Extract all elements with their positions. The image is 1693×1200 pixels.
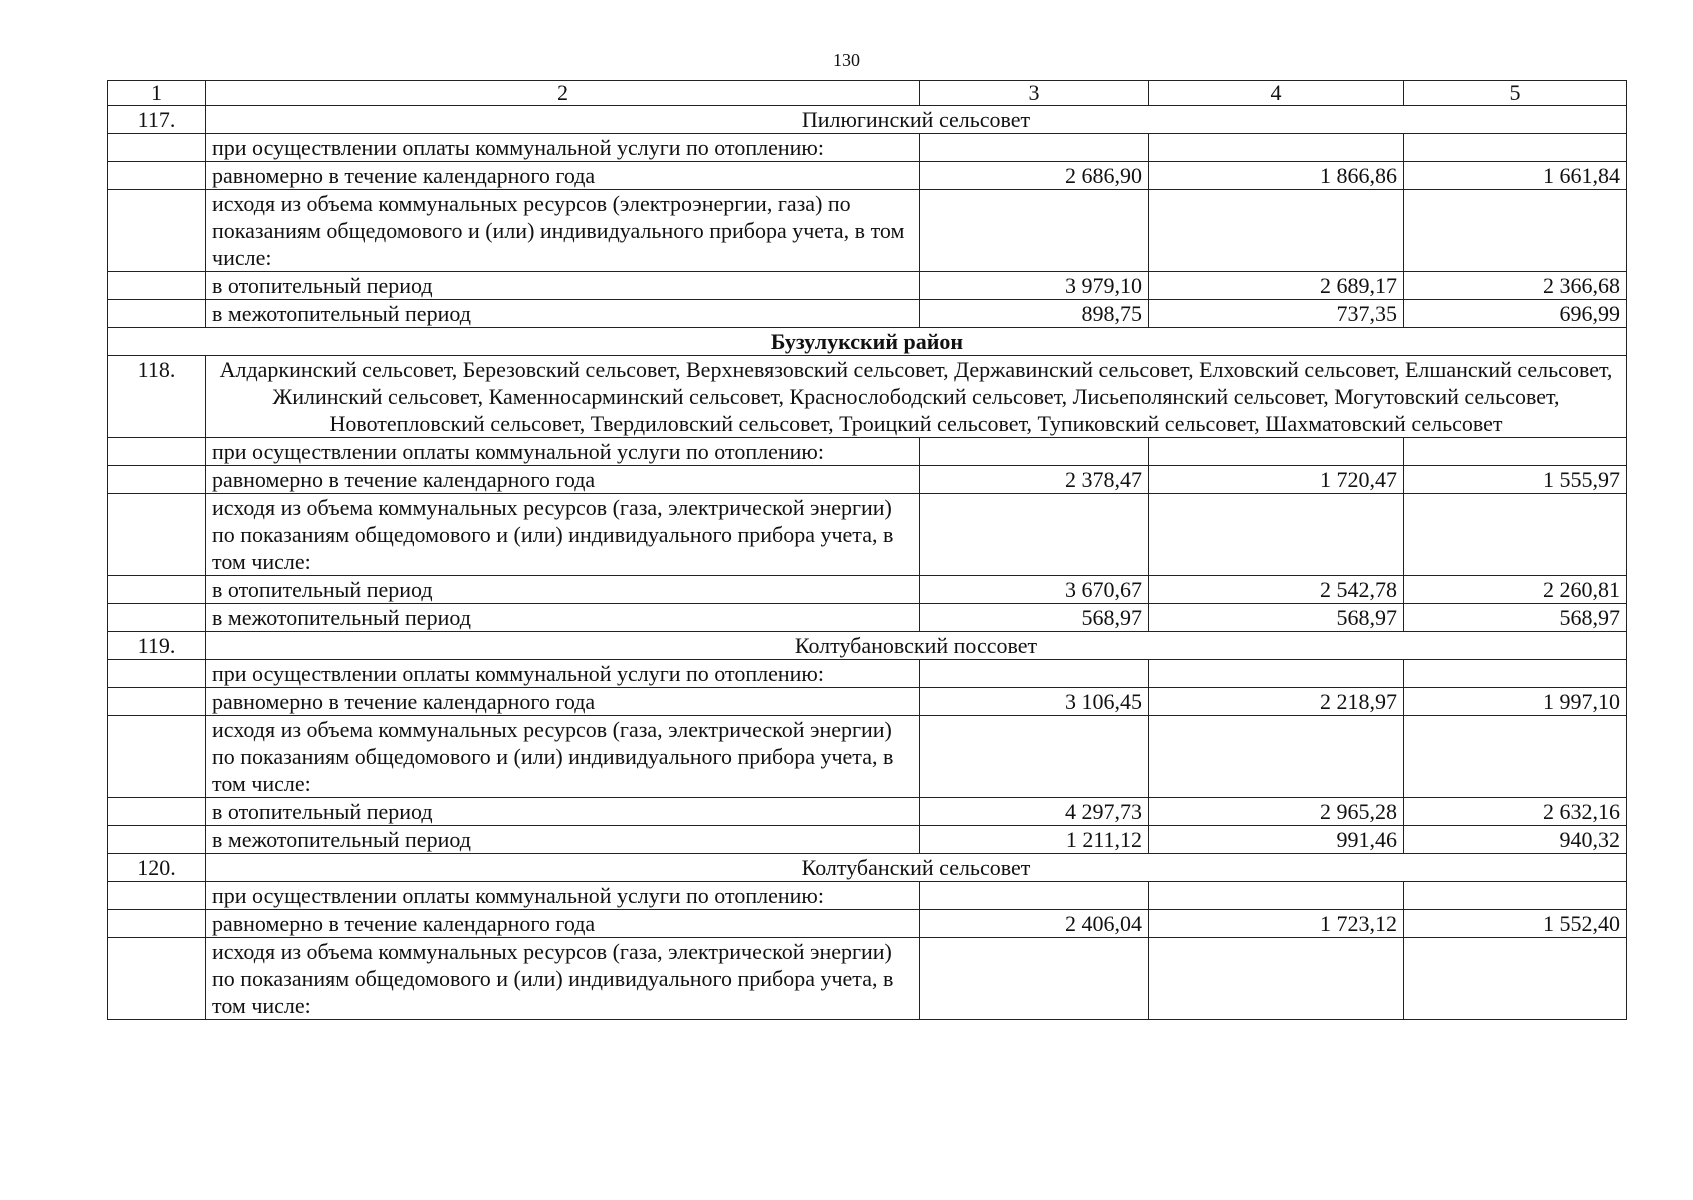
value-col-3: 568,97 xyxy=(920,604,1149,632)
table-row xyxy=(108,300,1627,328)
row-number-cell xyxy=(108,938,206,1020)
value-col-5: 568,97 xyxy=(1404,604,1627,632)
value-col-4: 1 720,47 xyxy=(1149,466,1404,494)
value-col-5 xyxy=(1404,716,1627,798)
section-number: 120. xyxy=(108,854,206,882)
value-col-5 xyxy=(1404,660,1627,688)
value-col-3: 898,75 xyxy=(920,300,1149,328)
row-description: исходя из объема коммунальных ресурсов (газа, электрической энергии) по показаниям общедомового и (или) индивидуального прибора учета, в том числе: xyxy=(206,938,920,1020)
district-row xyxy=(108,328,1627,356)
value-col-4 xyxy=(1149,938,1404,1020)
row-number-cell xyxy=(108,190,206,272)
value-col-3 xyxy=(920,938,1149,1020)
value-col-4 xyxy=(1149,494,1404,576)
value-col-4: 737,35 xyxy=(1149,300,1404,328)
value-col-5 xyxy=(1404,494,1627,576)
table-row xyxy=(108,190,1627,272)
row-description: равномерно в течение календарного года xyxy=(206,688,920,716)
column-header: 4 xyxy=(1149,81,1404,106)
row-description: равномерно в течение календарного года xyxy=(206,910,920,938)
table-row xyxy=(108,134,1627,162)
value-col-3 xyxy=(920,438,1149,466)
value-col-4: 2 218,97 xyxy=(1149,688,1404,716)
row-number-cell xyxy=(108,798,206,826)
value-col-5 xyxy=(1404,190,1627,272)
row-description: в отопительный период xyxy=(206,798,920,826)
row-description: в межотопительный период xyxy=(206,300,920,328)
row-description: при осуществлении оплаты коммунальной услуги по отоплению: xyxy=(206,134,920,162)
value-col-5: 2 366,68 xyxy=(1404,272,1627,300)
row-description: в отопительный период xyxy=(206,576,920,604)
section-title-row xyxy=(108,356,1627,438)
value-col-3 xyxy=(920,190,1149,272)
table-row xyxy=(108,438,1627,466)
value-col-4: 1 866,86 xyxy=(1149,162,1404,190)
column-header: 5 xyxy=(1404,81,1627,106)
value-col-4: 568,97 xyxy=(1149,604,1404,632)
value-col-3 xyxy=(920,882,1149,910)
value-col-4 xyxy=(1149,660,1404,688)
value-col-5: 1 552,40 xyxy=(1404,910,1627,938)
section-title-row xyxy=(108,106,1627,134)
row-number-cell xyxy=(108,162,206,190)
column-header: 3 xyxy=(920,81,1149,106)
value-col-5: 2 260,81 xyxy=(1404,576,1627,604)
table-row xyxy=(108,162,1627,190)
value-col-3 xyxy=(920,134,1149,162)
table-row xyxy=(108,466,1627,494)
row-number-cell xyxy=(108,660,206,688)
row-number-cell xyxy=(108,882,206,910)
row-description: при осуществлении оплаты коммунальной услуги по отоплению: xyxy=(206,438,920,466)
section-title-row xyxy=(108,854,1627,882)
row-description: в межотопительный период xyxy=(206,826,920,854)
section-title: Пилюгинский сельсовет xyxy=(206,106,1627,134)
table-row xyxy=(108,660,1627,688)
value-col-5: 696,99 xyxy=(1404,300,1627,328)
value-col-4 xyxy=(1149,438,1404,466)
row-number-cell xyxy=(108,604,206,632)
row-description: исходя из объема коммунальных ресурсов (электроэнергии, газа) по показаниям общедомового и (или) индивидуального прибора учета, в том числе: xyxy=(206,190,920,272)
row-number-cell xyxy=(108,576,206,604)
row-number-cell xyxy=(108,716,206,798)
row-description: равномерно в течение календарного года xyxy=(206,466,920,494)
row-number-cell xyxy=(108,466,206,494)
value-col-4 xyxy=(1149,134,1404,162)
value-col-5: 940,32 xyxy=(1404,826,1627,854)
value-col-4: 2 689,17 xyxy=(1149,272,1404,300)
value-col-3: 2 378,47 xyxy=(920,466,1149,494)
value-col-5: 1 555,97 xyxy=(1404,466,1627,494)
row-description: исходя из объема коммунальных ресурсов (газа, электрической энергии) по показаниям общедомового и (или) индивидуального прибора учета, в том числе: xyxy=(206,494,920,576)
table-row xyxy=(108,938,1627,1020)
row-number-cell xyxy=(108,910,206,938)
row-number-cell xyxy=(108,134,206,162)
tariff-table xyxy=(107,80,1627,1020)
row-number-cell xyxy=(108,438,206,466)
value-col-5: 1 661,84 xyxy=(1404,162,1627,190)
row-number-cell xyxy=(108,300,206,328)
section-number: 119. xyxy=(108,632,206,660)
value-col-4 xyxy=(1149,882,1404,910)
row-description: в межотопительный период xyxy=(206,604,920,632)
value-col-3 xyxy=(920,716,1149,798)
value-col-5 xyxy=(1404,134,1627,162)
table-row xyxy=(108,798,1627,826)
value-col-3: 1 211,12 xyxy=(920,826,1149,854)
table-row xyxy=(108,272,1627,300)
section-number: 117. xyxy=(108,106,206,134)
column-header: 1 xyxy=(108,81,206,106)
value-col-4: 2 965,28 xyxy=(1149,798,1404,826)
table-row xyxy=(108,882,1627,910)
row-description: в отопительный период xyxy=(206,272,920,300)
value-col-3 xyxy=(920,660,1149,688)
table-row xyxy=(108,494,1627,576)
value-col-5: 1 997,10 xyxy=(1404,688,1627,716)
section-title: Колтубановский поссовет xyxy=(206,632,1627,660)
page-number: 130 xyxy=(833,50,860,70)
value-col-3: 3 106,45 xyxy=(920,688,1149,716)
row-number-cell xyxy=(108,826,206,854)
table-header-row xyxy=(108,81,1627,106)
value-col-3 xyxy=(920,494,1149,576)
row-number-cell xyxy=(108,494,206,576)
value-col-3: 3 670,67 xyxy=(920,576,1149,604)
table-row xyxy=(108,910,1627,938)
table-row xyxy=(108,688,1627,716)
value-col-4: 991,46 xyxy=(1149,826,1404,854)
row-description: при осуществлении оплаты коммунальной услуги по отоплению: xyxy=(206,660,920,688)
value-col-4 xyxy=(1149,716,1404,798)
value-col-4: 1 723,12 xyxy=(1149,910,1404,938)
value-col-3: 3 979,10 xyxy=(920,272,1149,300)
value-col-3: 2 686,90 xyxy=(920,162,1149,190)
section-number: 118. xyxy=(108,356,206,438)
table-row xyxy=(108,576,1627,604)
row-number-cell xyxy=(108,688,206,716)
row-description: равномерно в течение календарного года xyxy=(206,162,920,190)
table-row xyxy=(108,716,1627,798)
value-col-5 xyxy=(1404,938,1627,1020)
value-col-5 xyxy=(1404,438,1627,466)
column-header: 2 xyxy=(206,81,920,106)
value-col-4: 2 542,78 xyxy=(1149,576,1404,604)
section-title: Алдаркинский сельсовет, Березовский сельсовет, Верхневязовский сельсовет, Державинский сельсовет, Елховский сельсовет, Елшанский сельсовет, Жилинский сельсовет, Каменносарминский сельсовет, Краснослободский сельсовет, Лисьеполянский сельсовет, Могутовский сельсовет, Новотепловский сельсовет, Твердиловский сельсовет, Троицкий сельсовет, Тупиковский сельсовет, Шахматовский сельсовет xyxy=(206,356,1627,438)
value-col-4 xyxy=(1149,190,1404,272)
section-title: Колтубанский сельсовет xyxy=(206,854,1627,882)
value-col-5 xyxy=(1404,882,1627,910)
row-number-cell xyxy=(108,272,206,300)
value-col-3: 2 406,04 xyxy=(920,910,1149,938)
district-title: Бузулукский район xyxy=(108,328,1627,356)
row-description: при осуществлении оплаты коммунальной услуги по отоплению: xyxy=(206,882,920,910)
section-title-row xyxy=(108,632,1627,660)
table-row xyxy=(108,604,1627,632)
value-col-3: 4 297,73 xyxy=(920,798,1149,826)
value-col-5: 2 632,16 xyxy=(1404,798,1627,826)
table-row xyxy=(108,826,1627,854)
row-description: исходя из объема коммунальных ресурсов (газа, электрической энергии) по показаниям общедомового и (или) индивидуального прибора учета, в том числе: xyxy=(206,716,920,798)
